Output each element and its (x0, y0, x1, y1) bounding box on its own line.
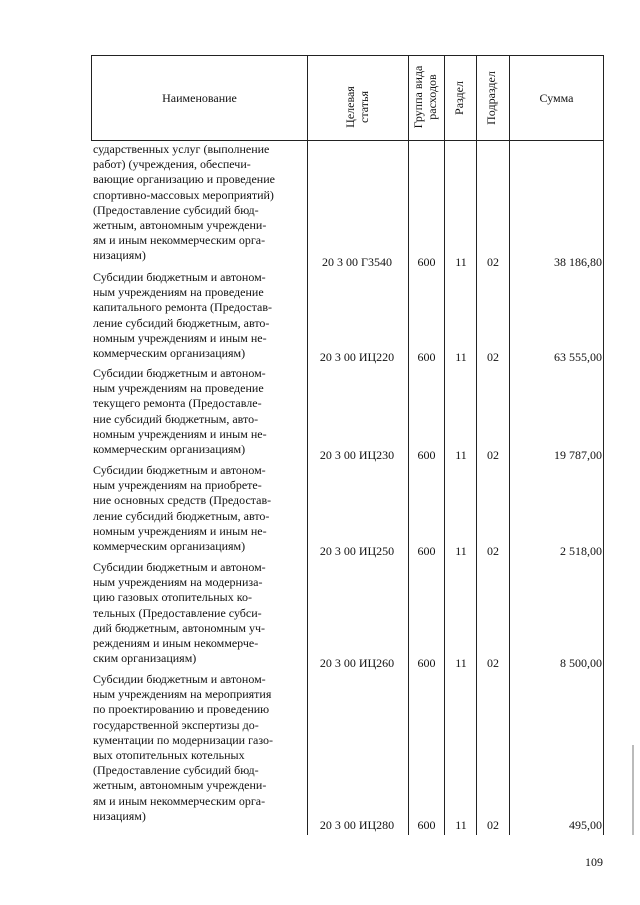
row-1-line: работ) (учреждения, обеспечи- (93, 157, 251, 172)
row-1-line: спортивно-массовых мероприятий) (93, 187, 274, 202)
row-6-name (93, 672, 305, 824)
col-sep-code (307, 55, 308, 835)
row-6-line: Субсидии бюджетным и автоном- (93, 672, 266, 686)
row-3-line: Субсидии бюджетным и автоном- (93, 366, 266, 380)
row-6-line: ным учреждениям на мероприятия (93, 687, 272, 702)
row-3-group: 600 (417, 448, 436, 462)
header-code-line1: Целевая (343, 86, 357, 128)
header-code (343, 57, 373, 157)
row-1-sum: 38 186,80 (554, 255, 602, 269)
row-5-code: 20 3 00 ИЦ260 (319, 656, 395, 670)
row-6-line: ям и иным некоммерческим орга- (93, 793, 266, 808)
row-3-sum: 19 787,00 (554, 448, 602, 462)
header-code-line2: статья (357, 91, 371, 123)
row-5-line: реждениям и иным некоммерче- (93, 636, 259, 651)
row-2-section: 11 (455, 350, 467, 364)
header-section: Раздел (452, 81, 466, 115)
row-2-name (93, 270, 305, 361)
header-subsection: Подраздел (484, 71, 498, 125)
row-2-sum: 63 555,00 (554, 350, 602, 364)
row-4-line: Субсидии бюджетным и автоном- (93, 463, 266, 477)
row-5-name (93, 560, 305, 666)
row-6-line: государственной экспертизы до- (93, 717, 259, 732)
row-4-name (93, 463, 305, 554)
row-4-line: ние основных средств (Предостав- (93, 493, 272, 508)
row-5-line: дий бюджетным, автономным уч- (93, 620, 265, 635)
row-1-line: (Предоставление субсидий бюд- (93, 202, 259, 217)
row-3-line: коммерческим организациям) (93, 442, 246, 457)
header-group-line1: Группа вида (411, 65, 425, 129)
row-4-line: ление субсидий бюджетным, авто- (93, 508, 270, 523)
row-4-code: 20 3 00 ИЦ250 (319, 544, 395, 558)
row-5-line: ным учреждениям на модерниза- (93, 575, 263, 590)
row-4-group: 600 (417, 544, 436, 558)
row-5-line: Субсидии бюджетным и автоном- (93, 560, 266, 574)
row-5-line: тельных (Предоставление субси- (93, 605, 262, 620)
row-1-section: 11 (455, 255, 467, 269)
header-group (411, 48, 441, 146)
row-1-group: 600 (417, 255, 436, 269)
row-2-line: капитального ремонта (Предостав- (93, 300, 272, 315)
row-1-line: низациям) (93, 248, 146, 263)
row-4-sum: 2 518,00 (560, 544, 602, 558)
row-5-subsection: 02 (487, 656, 499, 670)
row-5-section: 11 (455, 656, 467, 670)
row-5-sum: 8 500,00 (560, 656, 602, 670)
row-2-line: номным учреждениям и иным не- (93, 330, 267, 345)
row-1-line: ям и иным некоммерческим орга- (93, 233, 266, 248)
row-4-section: 11 (455, 544, 467, 558)
row-6-line: низациям) (93, 808, 146, 823)
row-2-line: Субсидии бюджетным и автоном- (93, 270, 266, 284)
row-2-line: ным учреждениям на проведение (93, 285, 264, 300)
col-sep-subsection (476, 55, 477, 835)
row-6-group: 600 (417, 818, 436, 832)
row-1-code: 20 3 00 Г3540 (322, 255, 392, 269)
row-4-subsection: 02 (487, 544, 499, 558)
row-1-line: сударственных услуг (выполнение (93, 142, 270, 156)
row-1-name (93, 142, 305, 264)
row-6-line: жетным, автономным учреждени- (93, 778, 267, 793)
row-4-line: коммерческим организациям) (93, 539, 246, 554)
row-6-line: вых отопительных котельных (93, 748, 245, 763)
page-number: 109 (585, 855, 603, 869)
row-3-subsection: 02 (487, 448, 499, 462)
row-3-section: 11 (455, 448, 467, 462)
row-6-section: 11 (455, 818, 467, 832)
row-1-subsection: 02 (487, 255, 499, 269)
row-2-code: 20 3 00 ИЦ220 (319, 350, 395, 364)
row-6-line: по проектированию и проведению (93, 702, 270, 717)
row-1-line: вающие организацию и проведение (93, 172, 275, 187)
header-sum: Сумма (539, 91, 574, 105)
row-2-subsection: 02 (487, 350, 499, 364)
header-group-line2: расходов (425, 74, 439, 120)
row-3-name (93, 366, 305, 457)
row-5-line: цию газовых отопительных ко- (93, 590, 252, 605)
row-2-line: ление субсидий бюджетным, авто- (93, 315, 270, 330)
row-6-line: (Предоставление субсидий бюд- (93, 763, 259, 778)
col-sep-sum (509, 55, 510, 835)
row-3-code: 20 3 00 ИЦ230 (319, 448, 395, 462)
row-3-line: ным учреждениям на проведение (93, 381, 264, 396)
row-4-line: номным учреждениям и иным не- (93, 523, 267, 538)
table-right-border (603, 55, 604, 835)
row-2-group: 600 (417, 350, 436, 364)
table-top-border (91, 55, 604, 56)
row-5-line: ским организациям) (93, 651, 197, 666)
row-6-sum: 495,00 (569, 818, 602, 832)
row-4-line: ным учреждениям на приобрете- (93, 478, 262, 493)
row-3-line: номным учреждениям и иным не- (93, 426, 267, 441)
header-name: Наименование (162, 91, 237, 105)
col-sep-section (444, 55, 445, 835)
row-3-line: ние субсидий бюджетным, авто- (93, 411, 259, 426)
row-1-line: жетным, автономным учреждени- (93, 218, 267, 233)
row-6-line: кументации по модернизации газо- (93, 732, 274, 747)
scan-edge-mark (632, 745, 634, 835)
row-6-code: 20 3 00 ИЦ280 (319, 818, 395, 832)
row-2-line: коммерческим организациям) (93, 346, 246, 361)
row-6-subsection: 02 (487, 818, 499, 832)
row-3-line: текущего ремонта (Предоставле- (93, 396, 262, 411)
row-5-group: 600 (417, 656, 436, 670)
col-sep-group (408, 55, 409, 835)
